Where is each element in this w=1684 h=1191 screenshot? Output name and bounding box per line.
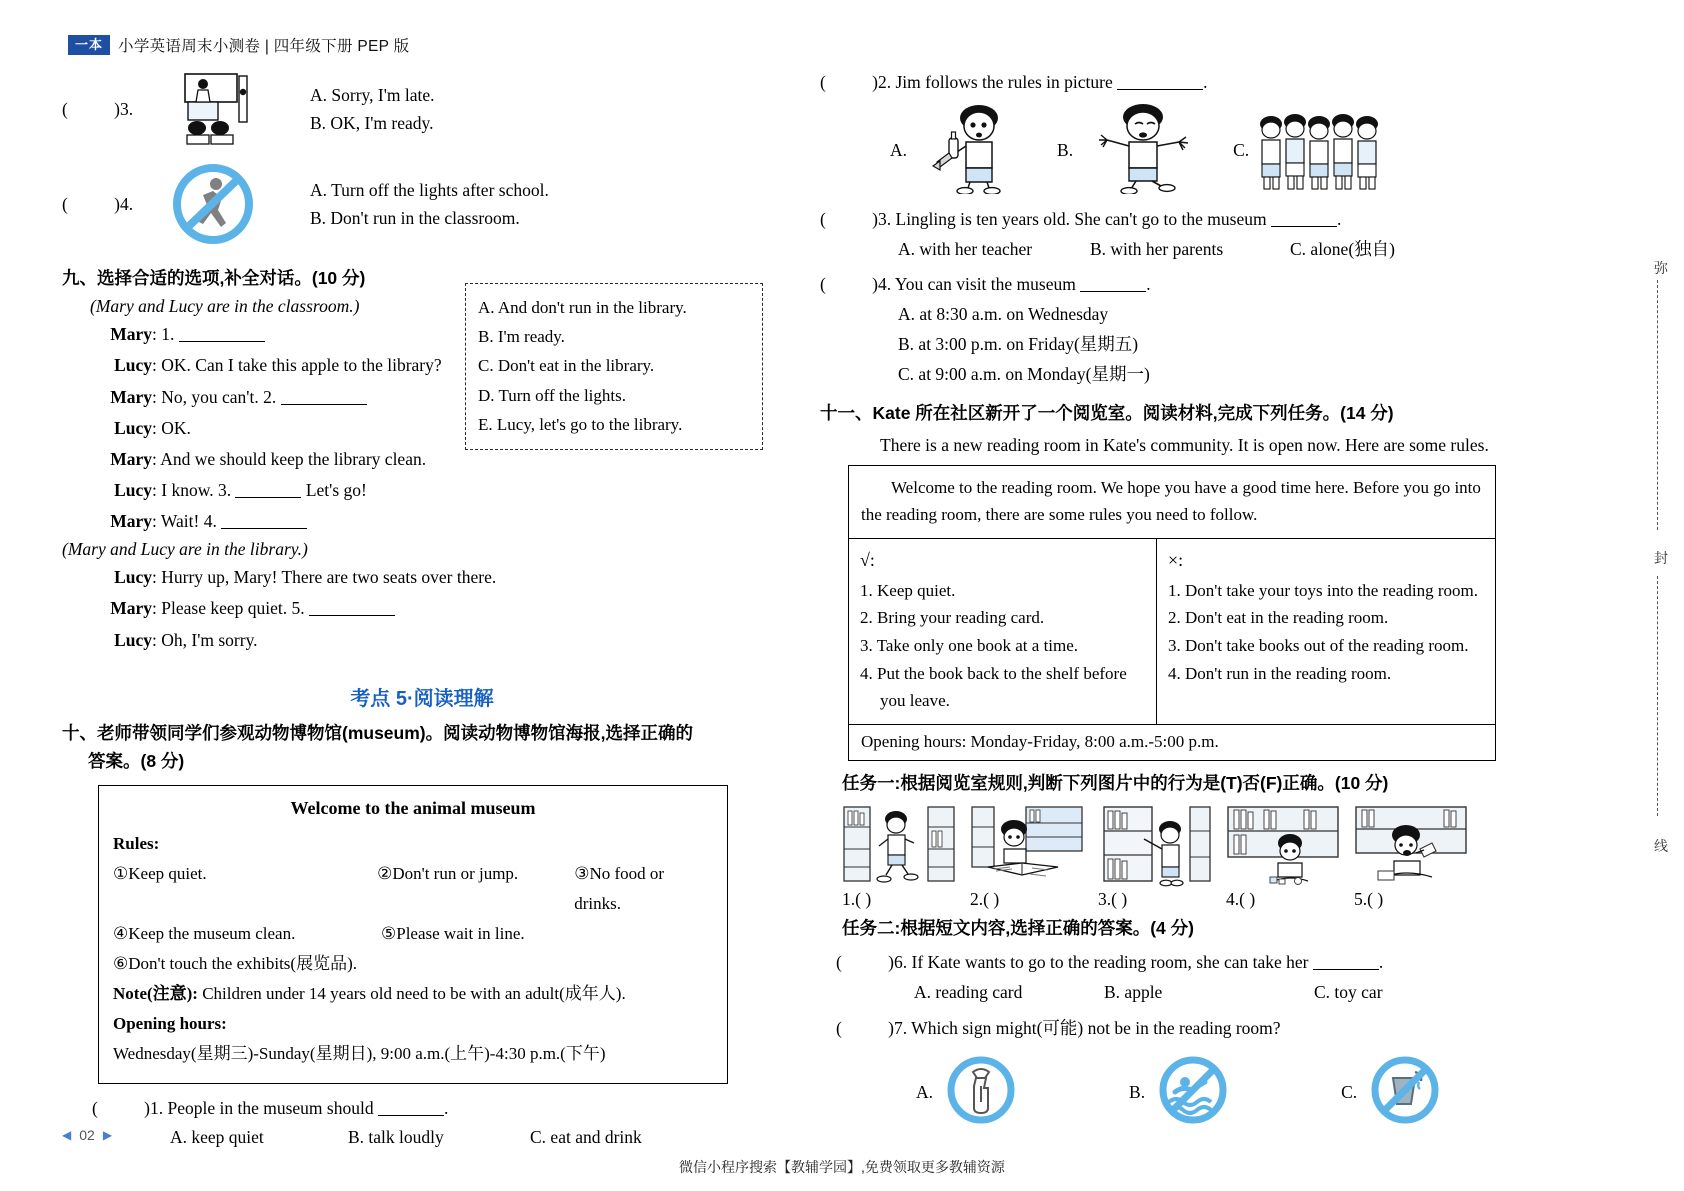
children-waiting-in-line-icon (1255, 102, 1395, 199)
no-running-sign-icon (158, 160, 268, 248)
dialogue-option[interactable]: D. Turn off the lights. (478, 385, 626, 405)
question-6-options (836, 978, 1520, 1008)
answer-paren[interactable] (820, 270, 878, 300)
question-7 (836, 1014, 1520, 1044)
option-b[interactable]: B. Don't run in the classroom. (310, 208, 520, 228)
dialogue-scene-1: (Mary and Lucy are in the classroom.) (90, 296, 360, 317)
answer-blank[interactable] (179, 326, 265, 342)
listening-item-3-options (268, 81, 435, 138)
dialogue-line: Lucy: Hurry up, Mary! There are two seats over there. (90, 562, 782, 593)
footer-note: 微信小程序搜索【教辅学园】,免费领取更多教辅资源 (679, 1159, 1005, 1175)
option-b[interactable]: B. at 3:00 p.m. on Friday(星期五) (898, 333, 1139, 354)
question-1-stem: ( )1. People in the museum should . (92, 1094, 782, 1124)
dialogue-text: No, you can't. 2. (161, 386, 277, 407)
museum-poster (98, 785, 728, 1083)
question-7-stem: ( )7. Which sign might(可能) not be in the reading room? (836, 1014, 1520, 1044)
exam-point-label: 考点 5 (350, 687, 407, 710)
question-2-stem: ( )2. Jim follows the rules in picture . (820, 68, 1520, 98)
task-1-item-caption[interactable] (1226, 889, 1340, 910)
listening-item-3-number: ( )3. (62, 99, 158, 120)
speaker-name: Lucy (114, 480, 152, 501)
side-mark-3: 线 (1654, 838, 1668, 854)
reading-room-welcome: Welcome to the reading room. We hope you have a good time here. Before you go into the reading room, there are some rules you need to follow. (849, 466, 1495, 539)
listening-item-3 (62, 70, 782, 148)
answer-blank[interactable] (1271, 211, 1337, 227)
speaker-name: Mary (110, 324, 152, 345)
do-item: 4. Put the book back to the shelf before you leave. (860, 663, 1127, 711)
dialogue-text: OK. (161, 417, 191, 438)
option-b-label: B. (1129, 1081, 1146, 1102)
dialogue-text: 1. (161, 324, 175, 345)
answer-paren[interactable] (820, 68, 878, 98)
page-header (68, 34, 409, 56)
answer-paren[interactable] (92, 1094, 150, 1124)
dialogue-text: Oh, I'm sorry. (161, 629, 258, 650)
option-a-label: A. (916, 1081, 934, 1102)
option-b-label: B. (1057, 139, 1074, 160)
option-a-label: A. (890, 139, 908, 160)
side-mark-2: 封 (1654, 550, 1668, 566)
do-item: 2. Bring your reading card. (860, 608, 1045, 628)
poster-note-label: Note(注意): (113, 983, 198, 1003)
dialogue-text: Hurry up, Mary! There are two seats over there. (161, 567, 497, 588)
question-7-option-a[interactable] (916, 1052, 1019, 1133)
question-4 (820, 270, 1520, 389)
answer-paren[interactable] (62, 99, 120, 120)
dialogue-text: I know. 3. (161, 480, 232, 501)
listening-item-4-number: ( )4. (62, 194, 158, 215)
dialogue-line: Mary: No, you can't. 2. (90, 382, 782, 413)
option-c-label: C. (1341, 1081, 1358, 1102)
dont-item: 2. Don't eat in the reading room. (1168, 608, 1389, 628)
boy-throwing-bottle-icon (913, 102, 1031, 199)
dont-item: 3. Don't take books out of the reading room. (1168, 636, 1469, 655)
question-2-option-b[interactable] (1057, 102, 1207, 199)
dialogue-line: Mary: Wait! 4. (90, 506, 782, 537)
speaker-name: Lucy (114, 355, 152, 376)
page-title: 小学英语周末小测卷 | 四年级下册 PEP 版 (118, 38, 410, 55)
poster-rules-row-2 (113, 919, 713, 949)
section-10-heading-line1: 十、老师带领同学们参观动物博物馆(museum)。阅读动物博物馆海报,选择正确的 (62, 722, 693, 743)
dialogue-text: Please keep quiet. 5. (161, 598, 305, 619)
task-1-item (1354, 805, 1468, 910)
option-a[interactable]: A. Turn off the lights after school. (310, 179, 549, 200)
boy-playing-with-toys-icon (1226, 805, 1340, 887)
section-11-intro: There is a new reading room in Kate's community. It is open now. Here are some rules. (880, 434, 1489, 455)
side-mark-1: 弥 (1654, 260, 1668, 276)
reading-room-hours: Opening hours: Monday-Friday, 8:00 a.m.-5:00 p.m. (861, 731, 1219, 751)
listening-item-4 (62, 160, 782, 248)
task-1-item-caption[interactable] (970, 889, 1084, 910)
task-1-item (970, 805, 1084, 910)
item-number: 5. (1354, 888, 1368, 909)
question-6-stem: ( )6. If Kate wants to go to the reading room, she can take her . (836, 948, 1520, 978)
option-a[interactable]: A. at 8:30 a.m. on Wednesday (898, 304, 1109, 324)
task-1-picture-row (842, 805, 1520, 910)
reading-room-rules-body (849, 539, 1495, 725)
next-page-icon[interactable]: ▶ (102, 1128, 113, 1142)
boy-running-between-shelves-icon (842, 805, 956, 887)
dialogue-tail: Let's go! (305, 480, 367, 501)
cross-label: ×: (1168, 549, 1184, 570)
no-drinking-water-sign-icon (1367, 1052, 1443, 1133)
poster-rules-row-1 (113, 859, 713, 919)
poster-rule-4: ④Keep the museum clean. (113, 924, 296, 944)
question-3 (820, 205, 1520, 265)
answer-paren: ( ) (855, 888, 872, 909)
reading-room-dos (849, 539, 1157, 724)
page-number: 02 (79, 1127, 95, 1143)
answer-blank[interactable] (309, 600, 395, 616)
section-10-heading-line2: 答案。(8 分) (88, 751, 185, 772)
answer-paren: ( ) (1367, 888, 1384, 909)
brand-badge: 一本 (68, 35, 110, 55)
option-c[interactable]: C. toy car (1314, 982, 1383, 1003)
dialogue-text: Wait! 4. (160, 511, 217, 532)
item-number: 4. (1226, 888, 1240, 909)
question-6 (836, 948, 1520, 1008)
option-a[interactable]: A. with her teacher (898, 238, 1033, 259)
task-1-item-caption[interactable] (1354, 889, 1468, 910)
question-4-options (820, 300, 1520, 389)
question-2-option-c[interactable] (1233, 102, 1395, 199)
poster-rules-label: Rules: (113, 834, 160, 854)
dialogue-line: Mary: And we should keep the library clean. (90, 444, 782, 475)
dialogue-option[interactable]: B. I'm ready. (478, 327, 565, 347)
task-1-item (1226, 805, 1340, 910)
question-4-stem: ( )4. You can visit the museum . (820, 270, 1520, 300)
dialogue-option[interactable]: A. And don't run in the library. (478, 298, 687, 317)
question-7-picture-options (820, 1052, 1520, 1133)
answer-paren: ( ) (983, 888, 1000, 909)
answer-paren: ( ) (1239, 888, 1256, 909)
dialogue-option-box (465, 283, 763, 450)
dialogue-option[interactable]: C. Don't eat in the library. (478, 356, 655, 376)
classroom-teacher-blackboard-icon (158, 70, 268, 148)
option-c[interactable]: C. eat and drink (530, 1127, 642, 1148)
dialogue-text: And we should keep the library clean. (160, 448, 427, 469)
answer-blank[interactable] (235, 482, 301, 498)
question-2 (820, 68, 1520, 98)
prev-page-icon[interactable]: ◀ (62, 1128, 72, 1142)
item-number: 2. (970, 888, 984, 909)
poster-hours-text: Wednesday(星期三)-Sunday(星期日), 9:00 a.m.(上午)-4:30 p.m.(下午) (113, 1043, 606, 1063)
page-number-bar (62, 1127, 112, 1143)
option-c-label: C. (1233, 139, 1250, 160)
option-a[interactable]: A. reading card (914, 982, 1023, 1003)
option-b[interactable]: B. talk loudly (348, 1127, 444, 1148)
exam-point-name: 阅读理解 (413, 687, 494, 710)
dialogue-scene-2: (Mary and Lucy are in the library.) (62, 539, 308, 560)
answer-blank[interactable] (1080, 276, 1146, 292)
answer-paren[interactable] (836, 1014, 894, 1044)
poster-rule-1: ①Keep quiet. (113, 864, 207, 884)
reading-room-donts (1157, 539, 1495, 724)
poster-rule-5: ⑤Please wait in line. (381, 924, 525, 944)
boy-running-arms-out-icon (1079, 102, 1207, 199)
answer-blank[interactable] (1313, 954, 1379, 970)
question-3-options (820, 235, 1520, 265)
dialogue-line: Lucy: OK. Can I take this apple to the library? (90, 350, 782, 381)
answer-blank[interactable] (221, 513, 307, 529)
answer-blank[interactable] (378, 1100, 444, 1116)
section-9-heading: 九、选择合适的选项,补全对话。(10 分) (62, 268, 366, 288)
task-1-item (842, 805, 956, 910)
question-7-option-b[interactable] (1129, 1052, 1231, 1133)
answer-paren[interactable] (836, 948, 894, 978)
option-c[interactable]: C. alone(独自) (1290, 238, 1395, 259)
boy-putting-book-on-shelf-icon (1098, 805, 1212, 887)
option-b[interactable]: B. apple (1104, 982, 1163, 1003)
dont-item: 1. Don't take your toys into the reading room. (1168, 580, 1478, 600)
poster-note (113, 979, 713, 1009)
speaker-name: Lucy (114, 629, 152, 650)
item-number: 1. (842, 888, 856, 909)
option-c[interactable]: C. at 9:00 a.m. on Monday(星期一) (898, 363, 1150, 384)
question-3-stem: ( )3. Lingling is ten years old. She can't go to the museum . (820, 205, 1520, 235)
dont-item: 4. Don't run in the reading room. (1168, 663, 1392, 683)
poster-title: Welcome to the animal museum (290, 798, 536, 819)
answer-paren: ( ) (1111, 888, 1128, 909)
speaker-name: Mary (110, 598, 152, 619)
dialogue-line: Lucy: Oh, I'm sorry. (90, 625, 782, 656)
speaker-name: Mary (110, 386, 152, 407)
answer-blank[interactable] (1117, 74, 1203, 90)
right-column (820, 62, 1520, 1133)
no-swimming-sign-icon (1155, 1052, 1231, 1133)
poster-hours-label: Opening hours: (113, 1013, 227, 1033)
do-item: 1. Keep quiet. (860, 580, 956, 600)
dialogue-line: Lucy: OK. (90, 413, 782, 444)
do-item: 3. Take only one book at a time. (860, 636, 1079, 655)
question-2-option-a[interactable] (890, 102, 1031, 199)
exam-point-heading (62, 682, 782, 711)
speaker-name: Lucy (114, 567, 152, 588)
task-1-heading: 任务一:根据阅览室规则,判断下列图片中的行为是(T)否(F)正确。(10 分) (842, 772, 1389, 793)
seal-dash-line-bottom (1657, 576, 1658, 816)
seal-dash-line-top (1657, 280, 1658, 530)
task-1-item (1098, 805, 1212, 910)
answer-blank[interactable] (281, 389, 367, 405)
boy-eating-in-reading-room-icon (1354, 805, 1468, 887)
dialogue-option[interactable]: E. Lucy, let's go to the library. (478, 414, 683, 434)
item-number: 3. (1098, 888, 1112, 909)
option-b[interactable]: B. OK, I'm ready. (310, 113, 434, 133)
dialogue-text: OK. Can I take this apple to the library? (161, 355, 442, 376)
boy-reading-book-at-desk-icon (970, 805, 1084, 887)
reading-room-rules-table (848, 465, 1496, 761)
dialogue-line: Mary: 1. (90, 319, 782, 350)
poster-rule-2: ②Don't run or jump. (377, 864, 519, 884)
dialogue-line: Lucy: I know. 3. Let's go! (90, 475, 782, 506)
answer-paren[interactable] (820, 205, 878, 235)
question-1 (92, 1094, 782, 1154)
section-10-heading (62, 719, 782, 776)
answer-paren[interactable] (62, 194, 120, 215)
task-1-item-caption[interactable] (842, 889, 956, 910)
section-11-heading: 十一、Kate 所在社区新开了一个阅览室。阅读材料,完成下列任务。(14 分) (820, 403, 1394, 424)
keep-quiet-sign-icon (943, 1052, 1019, 1133)
task-2-heading: 任务二:根据短文内容,选择正确的答案。(4 分) (842, 917, 1194, 938)
option-b[interactable]: B. with her parents (1090, 238, 1224, 259)
exam-point-dot: · (407, 687, 414, 710)
option-a[interactable]: A. keep quiet (170, 1127, 264, 1148)
left-column (62, 70, 782, 1153)
option-a[interactable]: A. Sorry, I'm late. (310, 84, 435, 105)
tick-label: √: (860, 549, 875, 570)
question-7-option-c[interactable] (1341, 1052, 1443, 1133)
poster-rule-3: ③No food or drinks. (574, 864, 665, 914)
poster-note-text: Children under 14 years old need to be with an adult(成年人). (202, 983, 626, 1003)
poster-rule-6: ⑥Don't touch the exhibits(展览品). (113, 954, 357, 974)
question-1-options (92, 1123, 782, 1153)
task-1-item-caption[interactable] (1098, 889, 1212, 910)
speaker-name: Lucy (114, 417, 152, 438)
speaker-name: Mary (110, 448, 152, 469)
question-2-picture-options (820, 102, 1520, 199)
dialogue-line: Mary: Please keep quiet. 5. (90, 593, 782, 624)
listening-item-4-options (268, 176, 549, 233)
speaker-name: Mary (110, 511, 152, 532)
